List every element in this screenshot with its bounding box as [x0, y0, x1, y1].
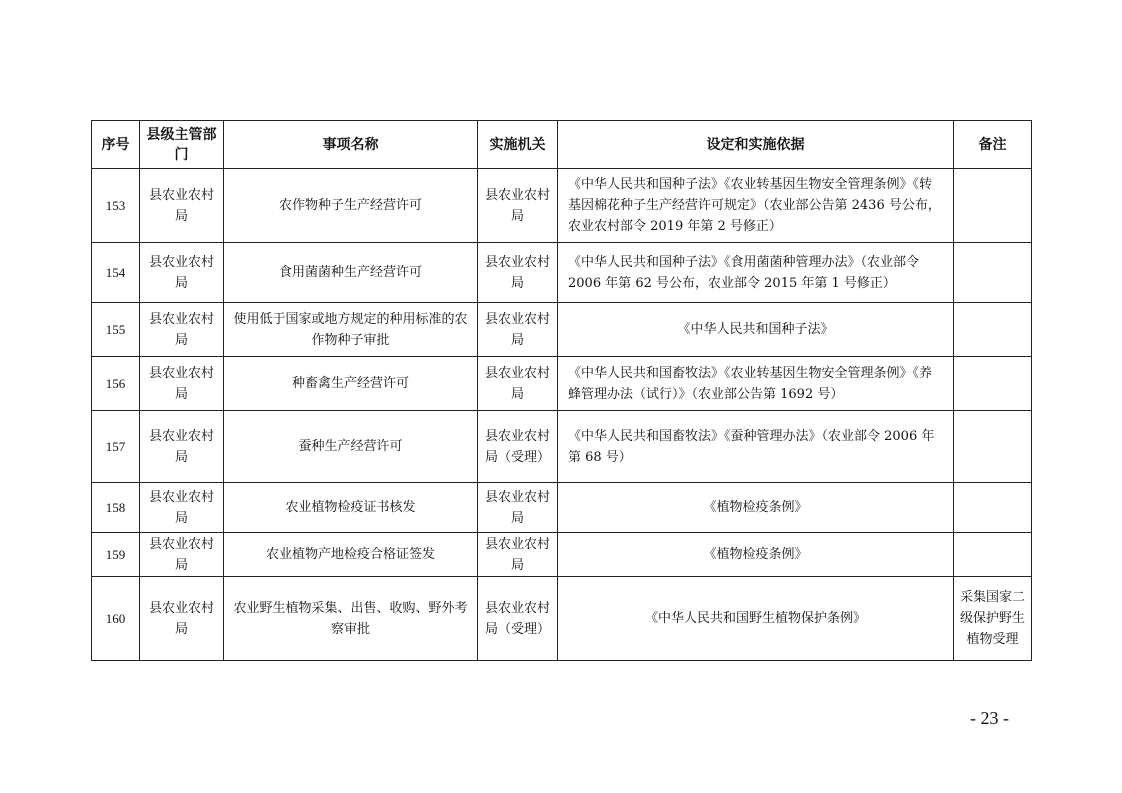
row-no: 154 [92, 243, 140, 303]
row-agency: 县农业农村局 [478, 483, 558, 533]
table-row [92, 411, 1032, 483]
row-no: 157 [92, 411, 140, 483]
row-remark [954, 357, 1032, 411]
page-number: - 23 - [970, 708, 1009, 728]
row-item: 食用菌菌种生产经营许可 [224, 243, 478, 303]
header-item: 事项名称 [224, 121, 478, 169]
row-basis: 《中华人民共和国畜牧法》《蚕种管理办法》（农业部令 2006 年第 68 号） [558, 411, 954, 483]
row-agency: 县农业农村局（受理） [478, 577, 558, 661]
row-department: 县农业农村局 [140, 169, 224, 243]
row-department: 县农业农村局 [140, 533, 224, 577]
row-remark [954, 169, 1032, 243]
table-row [92, 303, 1032, 357]
row-department: 县农业农村局 [140, 483, 224, 533]
row-remark: 采集国家二级保护野生植物受理 [954, 577, 1032, 661]
row-basis: 《植物检疫条例》 [558, 483, 954, 533]
table-header-row [92, 121, 1032, 169]
row-no: 160 [92, 577, 140, 661]
row-item: 农作物种子生产经营许可 [224, 169, 478, 243]
row-remark [954, 483, 1032, 533]
row-no: 156 [92, 357, 140, 411]
row-remark [954, 411, 1032, 483]
row-item: 农业野生植物采集、出售、收购、野外考察审批 [224, 577, 478, 661]
row-department: 县农业农村局 [140, 243, 224, 303]
row-remark [954, 303, 1032, 357]
row-item: 蚕种生产经营许可 [224, 411, 478, 483]
row-remark [954, 243, 1032, 303]
row-basis: 《中华人民共和国种子法》《食用菌菌种管理办法》（农业部令 2006 年第 62 号公布，农业部令 2015 年第 1 号修正） [558, 243, 954, 303]
row-agency: 县农业农村局 [478, 243, 558, 303]
row-item: 农业植物检疫证书核发 [224, 483, 478, 533]
row-basis: 《中华人民共和国野生植物保护条例》 [558, 577, 954, 661]
row-basis: 《中华人民共和国畜牧法》《农业转基因生物安全管理条例》《养蜂管理办法（试行）》（农业部公告第 1692 号） [558, 357, 954, 411]
table-row [92, 169, 1032, 243]
row-item: 种畜禽生产经营许可 [224, 357, 478, 411]
header-no: 序号 [92, 121, 140, 169]
header-basis: 设定和实施依据 [558, 121, 954, 169]
row-item: 使用低于国家或地方规定的种用标准的农作物种子审批 [224, 303, 478, 357]
row-item: 农业植物产地检疫合格证签发 [224, 533, 478, 577]
row-no: 158 [92, 483, 140, 533]
row-agency: 县农业农村局 [478, 533, 558, 577]
header-remark: 备注 [954, 121, 1032, 169]
row-department: 县农业农村局 [140, 411, 224, 483]
row-remark [954, 533, 1032, 577]
row-basis: 《中华人民共和国种子法》 [558, 303, 954, 357]
row-department: 县农业农村局 [140, 303, 224, 357]
row-no: 155 [92, 303, 140, 357]
row-agency: 县农业农村局 [478, 169, 558, 243]
row-basis: 《中华人民共和国种子法》《农业转基因生物安全管理条例》《转基因棉花种子生产经营许可规定》（农业部公告第 2436 号公布，农业农村部令 2019 年第 2 号修正） [558, 169, 954, 243]
row-no: 153 [92, 169, 140, 243]
table-row [92, 243, 1032, 303]
row-department: 县农业农村局 [140, 357, 224, 411]
table-row [92, 577, 1032, 661]
row-basis: 《植物检疫条例》 [558, 533, 954, 577]
header-agency: 实施机关 [478, 121, 558, 169]
row-no: 159 [92, 533, 140, 577]
row-agency: 县农业农村局 [478, 303, 558, 357]
table-row [92, 483, 1032, 533]
table-row [92, 533, 1032, 577]
administrative-licensing-table [91, 120, 1032, 661]
row-department: 县农业农村局 [140, 577, 224, 661]
row-agency: 县农业农村局（受理） [478, 411, 558, 483]
row-agency: 县农业农村局 [478, 357, 558, 411]
table-row [92, 357, 1032, 411]
header-department: 县级主管部门 [140, 121, 224, 169]
